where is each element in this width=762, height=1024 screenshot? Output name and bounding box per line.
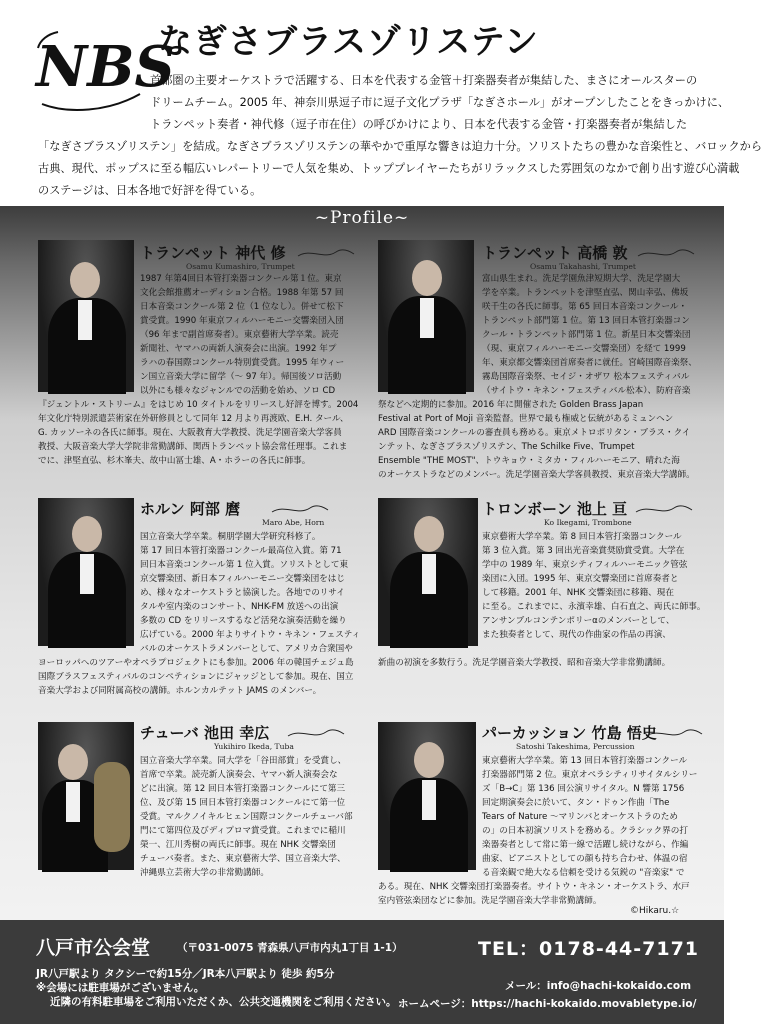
bio-line: 東京藝術大学卒業。第 8 回日本管打楽器コンクール bbox=[482, 532, 682, 542]
bio-line: ARD 国際音楽コンクールの審査員も務める。東京メトロポリタン・ブラス・クイ bbox=[378, 428, 691, 438]
bio-line: クール・トランペット部門第 1 位。新星日本交響楽団 bbox=[482, 330, 691, 340]
bio-line: アンサンブルコンテンポリーαのメンバーとして、 bbox=[482, 616, 675, 626]
bio-line: どに出演。第 12 回日本管打楽器コンクールにて第三 bbox=[140, 784, 346, 794]
bio-line: 霧島国際音楽祭、セイジ・オザワ 松本フェスティバル bbox=[482, 372, 690, 382]
bio-line: 曲家、ピアニストとしての顔も持ち合わせ、体温の宿 bbox=[482, 854, 688, 864]
bio-line: 京交響楽団、新日本フィルハーモニー交響楽団をはじ bbox=[140, 574, 345, 584]
bio-line: 国立音楽大学卒業。桐朋学園大学研究科修了。 bbox=[140, 532, 321, 542]
venue-name: 八戸市公会堂 bbox=[36, 937, 151, 959]
bio-line: Festival at Port of Moji 音楽監督。世界で最も権威と伝統があるミュンヘン bbox=[378, 414, 674, 424]
bio-line: 1987 年第4回日本管打楽器コンクール第１位。東京 bbox=[140, 274, 342, 284]
member-photo-takeshima bbox=[378, 722, 476, 870]
bio-line: 学中の 1989 年、東京シティフィルハーモニック管弦 bbox=[482, 560, 688, 570]
bio-line: 受賞。マルクノイキルヒェン国際コンクールチューバ部 bbox=[140, 812, 353, 822]
bio-line: 音楽大学および同附属高校の講師。ホルンカルテット JAMS のメンバー。 bbox=[38, 686, 322, 696]
member-name-takeshima: パーカッション 竹島 悟史 bbox=[482, 724, 657, 742]
bio-line: 首席で卒業。読売新人演奏会、ヤマハ新人演奏会な bbox=[140, 770, 338, 780]
bio-line: 第 17 回日本管打楽器コンクール最高位入賞。第 71 bbox=[140, 546, 342, 556]
member-roman-takeshima: Satoshi Takeshima, Percussion bbox=[516, 742, 635, 751]
bio-line: 新曲の初演を多数行う。洗足学園音楽大学教授、昭和音楽大学非常勤講師。 bbox=[378, 658, 671, 668]
nbs-logo bbox=[28, 24, 175, 124]
bio-line: 咲千生の各氏に師事。第 65 回日本音楽コンクール・ bbox=[482, 302, 688, 312]
bio-line: 室内管弦楽団などに参加。洗足学園音楽大学非常勤講師。 bbox=[378, 896, 602, 906]
bio-line: 回定期演奏会に於いて、タン・ドゥン作曲「The bbox=[482, 798, 670, 808]
member-roman-ikegami: Ko Ikegami, Trombone bbox=[544, 518, 632, 527]
bio-line: 日本音楽コンクール第 2 位（1 位なし）。併せて松下 bbox=[140, 302, 344, 312]
venue-homepage: ホームページ：https://hachi-kokaido.movabletype.io/ bbox=[398, 998, 697, 1010]
venue-phone: TEL：0178-44-7171 bbox=[478, 938, 700, 960]
bio-line: （サイトウ・キネン・フェスティバル松本）、防府音楽 bbox=[482, 386, 691, 396]
member-photo-ikegami bbox=[378, 498, 478, 646]
bio-line: Ensemble "THE MOST"、トウキョウ・ミタカ・フィルハーモニア、晴れた海 bbox=[378, 456, 680, 466]
bio-line: チューバ奏者。また、東京藝術大学、国立音楽大学、 bbox=[140, 854, 346, 864]
parking-note-1: ※会場には駐車場がございません。 bbox=[36, 982, 205, 994]
bio-line: ン国立音楽大学に留学（～ 97 年）。帰国後ソロ活動 bbox=[140, 372, 342, 382]
bio-line: 楽器奏者として常に第一線で活躍し続けながら、作編 bbox=[482, 840, 689, 850]
bio-line: タルや室内楽のコンサート、NHK-FM 放送への出演 bbox=[140, 602, 339, 612]
bio-line: 賞受賞。1990 年東京フィルハーモニー交響楽団入団 bbox=[140, 316, 344, 326]
bio-line: 門にて第四位及びディプロマ賞受賞。これまでに稲川 bbox=[140, 826, 346, 836]
bio-line: 回日本音楽コンクール第 1 位入賞。ソリストとして東 bbox=[140, 560, 349, 570]
member-name-ikeda: チューバ 池田 幸広 bbox=[140, 724, 270, 742]
bio-line: め、様々なオーケストラと協演した。各地でのリサイ bbox=[140, 588, 345, 598]
bio-line: して移籍。2001 年、NHK 交響楽団に移籍、現在 bbox=[482, 588, 674, 598]
member-roman-ikeda: Yukihiro Ikeda, Tuba bbox=[214, 742, 294, 751]
member-name-takahashi: トランペット 高橋 敦 bbox=[482, 244, 628, 262]
bio-line: 多数の CD をリリースするなど活発な演奏活動を繰り bbox=[140, 616, 347, 626]
swirl-ornament-icon bbox=[286, 726, 346, 740]
bio-line: 『ジェントル・ストリーム』をはじめ 10 タイトルをリリースし好評を博す。2004 bbox=[38, 400, 359, 410]
bio-line: 沖縄県立芸術大学の非常勤講師。 bbox=[140, 868, 269, 878]
bio-line: ンテット、なぎさブラスゾリステン、The Schilke Five、Trumpet bbox=[378, 442, 635, 452]
venue-address: （〒031-0075 青森県八戸市内丸1丁目 1-1） bbox=[177, 942, 403, 954]
member-photo-abe bbox=[38, 498, 134, 646]
bio-line: 国立音楽大学卒業。同大学を「谷田部賞」を受賞し、 bbox=[140, 756, 347, 766]
bio-line: 新聞社、ヤマハの両新人演奏会に出演。1992 年プ bbox=[140, 344, 337, 354]
bio-line: ラハの春国際コンクール特別賞受賞。1995 年ウィー bbox=[140, 358, 345, 368]
intro-line-6: のステージは、日本各地で好評を得ている。 bbox=[38, 184, 262, 197]
intro-line-3: トランペット奏者・神代修（逗子市在住）の呼びかけにより、日本を代表する金管・打楽器奏者が集結した bbox=[150, 118, 688, 131]
bio-line: に至る。これまでに、永濱幸雄、白石直之、両氏に師事。 bbox=[482, 602, 706, 612]
bio-line: 年、東京都交響楽団首席奏者に就任。宮崎国際音楽祭、 bbox=[482, 358, 697, 368]
access-info: JR八戸駅より タクシーで約15分／JR本八戸駅より 徒歩 約5分 bbox=[36, 968, 335, 980]
swirl-ornament-icon bbox=[634, 502, 694, 516]
intro-line-4: 「なぎさブラスゾリステン」を結成。なぎさブラスゾリステンの華やかで重厚な響きは迫力十分。ソリストたちの豊かな音楽性と、バロックから bbox=[38, 140, 762, 153]
bio-line: 榮一、江川秀樹の両氏に師事。現在 NHK 交響楽団 bbox=[140, 840, 336, 850]
bio-line: 教授、大阪音楽大学大学院非常勤講師、関西トランペット協会常任理事。これま bbox=[38, 442, 348, 452]
bio-line: 祭などへ定期的に参加。2016 年に開催された Golden Brass Japan bbox=[378, 400, 644, 410]
swirl-ornament-icon bbox=[644, 726, 704, 740]
swirl-ornament-icon bbox=[636, 246, 696, 260]
member-photo-ikeda bbox=[38, 722, 134, 870]
parking-note-2: 近隣の有料駐車場をご利用いただくか、公共交通機関をご利用ください。 bbox=[50, 996, 397, 1008]
bio-line: 以外にも様々なジャンルでの活動を始め、ソロ CD bbox=[140, 386, 336, 396]
member-name-ikegami: トロンボーン 池上 亘 bbox=[482, 500, 628, 518]
swirl-ornament-icon bbox=[270, 502, 330, 516]
photo-credit: ©Hikaru.☆ bbox=[630, 906, 680, 916]
bio-line: 第 3 位入賞。第 3 回出光音楽賞奨励賞受賞。大学在 bbox=[482, 546, 685, 556]
bio-line: Tears of Nature ～マリンバとオーケストラのため bbox=[482, 812, 678, 822]
bio-line: ある。現在、NHK 交響楽団打楽器奏者。サイトウ・キネン・オーケストラ、水戸 bbox=[378, 882, 690, 892]
bio-line: の」の日本初演ソリストを務める。クラシック界の打 bbox=[482, 826, 688, 836]
intro-line-1: 首都圏の主要オーケストラで活躍する、日本を代表する金管＋打楽器奏者が集結した、まさにオールスターの bbox=[150, 74, 698, 87]
bio-line: ヨーロッパへのツアーやオペラプロジェクトにも参加。2006 年の韓国チェジュ島 bbox=[38, 658, 354, 668]
bio-line: また独奏者として、現代の作曲家の作品の再演、 bbox=[482, 630, 671, 640]
bio-line: のオーケストラなどのメンバー。洗足学園音楽大学客員教授、東京音楽大学講師。 bbox=[378, 470, 695, 480]
bio-line: でに、津堅直弘、杉木峯夫、故中山冨士雄、A・ホラーの各氏に師事。 bbox=[38, 456, 311, 466]
venue-email: メール：info@hachi-kokaido.com bbox=[505, 980, 692, 992]
member-roman-takahashi: Osamu Takahashi, Trumpet bbox=[530, 262, 636, 271]
bio-line: 打楽器部門第 2 位。東京オペラシティリサイタルシリー bbox=[482, 770, 698, 780]
bio-line: バルのオーケストラメンバーとして、アメリカ合衆国や bbox=[140, 644, 353, 654]
bio-line: 学を卒業。トランペットを津堅直弘、関山幸弘、佛坂 bbox=[482, 288, 689, 298]
bio-line: 位、及び第 15 回日本管打楽器コンクールにて第一位 bbox=[140, 798, 346, 808]
member-photo-kumashiro bbox=[38, 240, 134, 392]
bio-line: 富山県生まれ。洗足学園魚津短期大学、洗足学園大 bbox=[482, 274, 681, 284]
bio-line: G. カッソーネの各氏に師事。現在、大阪教育大学教授、洗足学園音楽大学客員 bbox=[38, 428, 342, 438]
bio-line: 東京藝術大学卒業。第 13 回日本管打楽器コンクール bbox=[482, 756, 688, 766]
profile-title: ~Profile~ bbox=[314, 208, 410, 228]
logo-letters: NBS bbox=[36, 34, 175, 100]
bio-line: ズ「B→C」第 136 回公演リサイタル。N 響第 1756 bbox=[482, 784, 685, 794]
bio-line: 国際ブラスフェスティバルのコンペティションにジャッジとして参加。現在、国立 bbox=[38, 672, 354, 682]
bio-line: 広げている。2000 年よりサイトウ・キネン・フェスティ bbox=[140, 630, 361, 640]
member-roman-abe: Maro Abe, Horn bbox=[262, 518, 325, 527]
bio-line: る音楽観で絶大なる信頼を受ける気鋭の "音楽家" で bbox=[482, 868, 685, 878]
member-name-abe: ホルン 阿部 麿 bbox=[140, 500, 241, 518]
bio-line: （96 年まで副首席奏者）。東京藝術大学卒業。読売 bbox=[140, 330, 339, 340]
intro-line-2: ドリームチーム。2005 年、神奈川県逗子市に逗子文化プラザ「なぎさホール」がオープンしたことをきっかけに、 bbox=[150, 96, 730, 109]
group-title: なぎさブラスゾリステン bbox=[158, 22, 539, 62]
member-name-kumashiro: トランペット 神代 修 bbox=[140, 244, 286, 262]
bio-line: 年文化庁特別派遣芸術家在外研修員として同年 12 月より再渡欧、E.H. タール、 bbox=[38, 414, 349, 424]
bio-line: （現、東京フィルハーモニー交響楽団）を経て 1999 bbox=[482, 344, 686, 354]
member-photo-takahashi bbox=[378, 240, 474, 392]
intro-line-5: 古典、現代、ポップスに至る幅広いレパートリーで人気を集め、トッププレイヤーたちがリラックスした雰囲気のなかで創り出す遊び心満載 bbox=[38, 162, 740, 175]
member-roman-kumashiro: Osamu Kumashiro, Trumpet bbox=[186, 262, 295, 271]
bio-line: 楽団に入団。1995 年、東京交響楽団に首席奏者と bbox=[482, 574, 679, 584]
bio-line: トランペット部門第 1 位。第 13 回日本管打楽器コン bbox=[482, 316, 690, 326]
swirl-ornament-icon bbox=[296, 246, 356, 260]
bio-line: 文化会館推薦オーディション合格。1988 年第 57 回 bbox=[140, 288, 344, 298]
